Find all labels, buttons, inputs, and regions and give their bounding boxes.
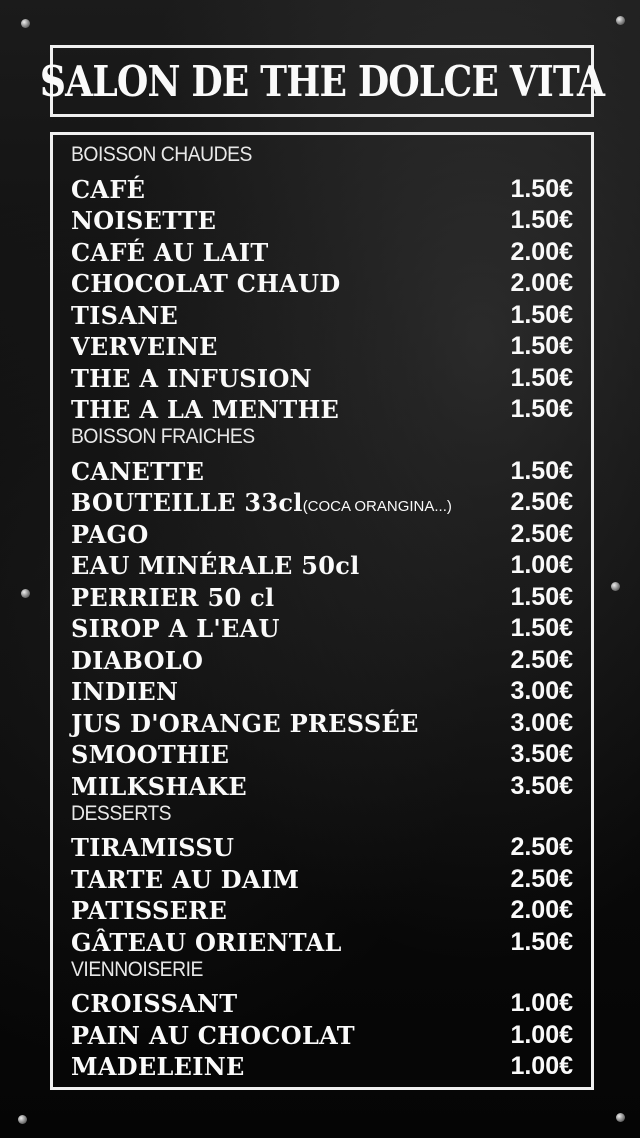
item-name-text: JUS D'ORANGE PRESSÉE (71, 708, 419, 738)
menu-frame (50, 132, 594, 1090)
item-name (71, 709, 419, 738)
item-name (71, 1021, 355, 1050)
screw-icon (21, 19, 30, 28)
menu-item (71, 487, 573, 519)
item-name (71, 457, 204, 486)
item-name (71, 833, 234, 862)
item-price: 3.50€ (510, 771, 573, 800)
menu-item (71, 707, 573, 739)
item-price: 2.50€ (510, 864, 573, 893)
item-name-text: SMOOTHIE (71, 740, 230, 769)
item-price: 1.50€ (510, 300, 573, 329)
menu-item (71, 895, 573, 927)
item-name-text: GÂTEAU ORIENTAL (71, 927, 342, 957)
item-price: 3.50€ (510, 740, 573, 768)
item-name-text: TIRAMISSU (71, 833, 235, 862)
item-name (71, 551, 360, 580)
item-name-text: SIROP A L'EAU (71, 614, 280, 643)
menu-item (71, 1051, 573, 1083)
item-name-text: VERVEINE (71, 332, 218, 361)
title-frame (39, 45, 605, 117)
item-price: 2.50€ (510, 519, 573, 548)
item-name-text: NOISETTE (71, 206, 217, 235)
menu-item (71, 268, 573, 300)
item-price: 1.50€ (510, 456, 573, 485)
item-name (71, 364, 312, 393)
item-price: 3.00€ (510, 677, 573, 705)
screw-icon (18, 1115, 27, 1124)
item-price: 1.00€ (510, 989, 573, 1017)
menu-item (71, 550, 573, 582)
item-name (71, 395, 339, 424)
item-name-text: CAFÉ AU LAIT (71, 237, 269, 267)
item-name-text: CAFÉ (71, 174, 146, 204)
item-name (71, 614, 280, 643)
menu-item (71, 299, 573, 331)
item-price: 3.00€ (510, 708, 573, 737)
item-name (71, 1052, 245, 1081)
item-name-text: THE A LA MENTHE (71, 395, 340, 424)
menu-item (71, 863, 573, 895)
item-name-text: CROISSANT (71, 989, 238, 1018)
menu-item (71, 331, 573, 363)
menu-item (71, 613, 573, 645)
item-name-text: PERRIER 50 cl (71, 582, 275, 612)
item-name (71, 865, 299, 894)
section-heading: BOISSON CHAUDES (71, 143, 252, 166)
item-price: 1.50€ (510, 332, 573, 360)
item-name-text: THE A INFUSION (71, 363, 312, 393)
item-price: 2.50€ (510, 488, 573, 516)
item-name-text: CANETTE (71, 456, 205, 486)
board-title: SALON DE THE DOLCE VITA (39, 56, 605, 106)
item-price: 1.00€ (510, 1020, 573, 1049)
menu-item (71, 988, 573, 1020)
item-name (71, 488, 452, 517)
menu-item (71, 581, 573, 613)
item-name-text: MADELEINE (71, 1052, 245, 1081)
menu-item (71, 455, 573, 487)
screw-icon (21, 589, 30, 598)
menu-item (71, 205, 573, 237)
menu-item (71, 770, 573, 802)
item-price: 1.00€ (510, 551, 573, 579)
item-price: 2.00€ (510, 269, 573, 297)
item-name (71, 269, 340, 298)
item-name-text: PAIN AU CHOCOLAT (71, 1020, 355, 1050)
item-price: 1.50€ (510, 206, 573, 234)
item-note: (COCA ORANGINA...) (302, 498, 452, 515)
menu-item (71, 676, 573, 708)
item-price: 1.50€ (510, 614, 573, 642)
item-price: 1.50€ (510, 395, 573, 423)
menu-item (71, 644, 573, 676)
item-name-text: CHOCOLAT CHAUD (71, 269, 341, 298)
menu-item (71, 394, 573, 426)
screw-icon (611, 582, 620, 591)
item-name (71, 928, 342, 957)
screw-icon (616, 1113, 625, 1122)
item-price: 2.50€ (510, 833, 573, 861)
menu-item (71, 173, 573, 205)
menu-item (71, 518, 573, 550)
item-name (71, 301, 178, 330)
item-name-text: BOUTEILLE 33cl (71, 488, 303, 517)
item-name (71, 206, 216, 235)
section-heading: BOISSON FRAICHES (71, 425, 255, 448)
item-name (71, 989, 237, 1018)
item-name-text: TISANE (71, 300, 179, 330)
section-heading: VIENNOISERIE (71, 957, 203, 981)
item-name (71, 175, 145, 204)
menu-item (71, 739, 573, 771)
item-name-text: DIABOLO (71, 645, 204, 675)
screw-icon (616, 16, 625, 25)
item-name (71, 896, 227, 925)
item-name (71, 520, 149, 549)
item-price: 2.00€ (510, 237, 573, 266)
item-name (71, 772, 247, 801)
item-price: 1.50€ (510, 363, 573, 392)
item-name-text: EAU MINÉRALE 50cl (71, 551, 360, 580)
menu-item (71, 236, 573, 268)
item-name (71, 583, 274, 612)
item-price: 2.50€ (510, 645, 573, 674)
section-heading: DESSERTS (71, 801, 172, 825)
item-price: 1.50€ (510, 582, 573, 611)
menu-item (71, 1019, 573, 1051)
item-name-text: TARTE AU DAIM (71, 864, 300, 894)
item-price: 1.00€ (510, 1052, 573, 1080)
item-price: 1.50€ (510, 174, 573, 203)
item-name (71, 646, 203, 675)
menu-item (71, 926, 573, 958)
item-name (71, 677, 178, 706)
item-name (71, 238, 269, 267)
item-price: 1.50€ (510, 927, 573, 956)
item-name-text: MILKSHAKE (71, 771, 248, 801)
item-price: 2.00€ (510, 896, 573, 924)
item-name-text: PAGO (71, 519, 149, 549)
item-name-text: INDIEN (71, 677, 179, 706)
item-name (71, 740, 229, 769)
item-name (71, 332, 218, 361)
item-name-text: PATISSERE (71, 896, 228, 925)
menu-item (71, 832, 573, 864)
menu-item (71, 362, 573, 394)
